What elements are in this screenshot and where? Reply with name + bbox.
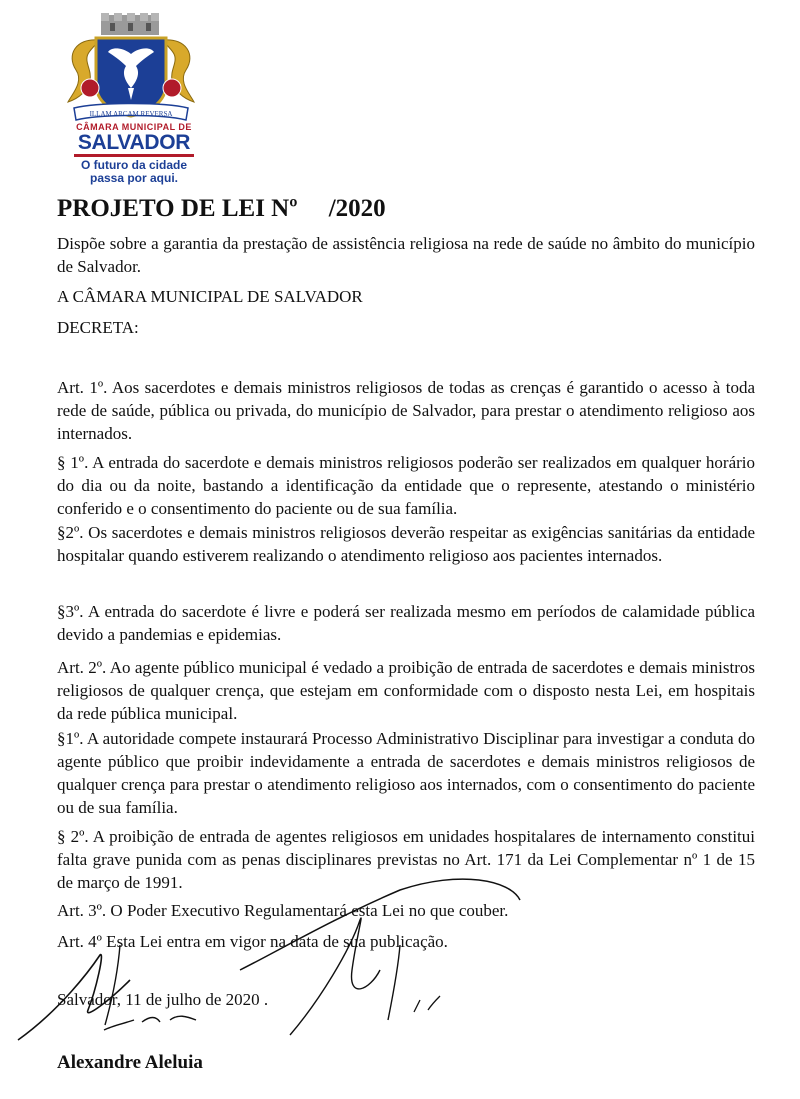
article-1-paragraph-2: §2º. Os sacerdotes e demais ministros religiosos deverão respeitar as exigências sanitárias da entidade hospitalar quando estiverem realizando o atendimento religioso aos pacientes internados. [57, 523, 755, 565]
logo-divider [74, 154, 194, 157]
logo-caption [64, 122, 204, 185]
article-3: Art. 3º. O Poder Executivo Regulamentará esta Lei no que couber. [57, 901, 509, 920]
bill-summary: Dispõe sobre a garantia da prestação de assistência religiosa na rede de saúde no âmbito do município de Salvador. [57, 234, 755, 276]
article-1-paragraph-1: § 1º. A entrada do sacerdote e demais ministros religiosos poderão ser realizados em qualquer horário do dia ou da noite, bastando a identificação da entidade que o represente, atestando o ministério conferido e o consentimento do paciente ou de sua família. [57, 453, 755, 518]
article-2: Art. 2º. Ao agente público municipal é vedado a proibição de entrada de sacerdotes e demais ministros religiosos de qualquer crença, que estejam em conformidade com o disposto nesta Lei, em hospitais da rede pública municipal. [57, 658, 755, 723]
decree-heading: DECRETA: [57, 318, 139, 337]
article-1: Art. 1º. Aos sacerdotes e demais ministros religiosos de todas as crenças é garantido o acesso à toda rede de saúde, pública ou privada, do município de Salvador, para prestar o atendimento religioso aos internados. [57, 378, 755, 443]
logo-slogan-line-1: O futuro da cidade [80, 158, 187, 172]
logo-slogan-line-2: passa por aqui. [89, 171, 179, 185]
article-2-paragraph-2: § 2º. A proibição de entrada de agentes religiosos em unidades hospitalares de internamento constitui falta grave punida com as penas disciplinares previstas no Art. 171 da Lei Complementar nº 1 de 15 de março de 1991. [57, 827, 755, 892]
logo-city-text: SALVADOR [77, 131, 191, 154]
article-4: Art. 4º Esta Lei entra em vigor na data de sua publicação. [57, 932, 448, 951]
crown-icon [101, 13, 159, 35]
logo-motto: ILLAM ARCAM REVERSA [89, 110, 173, 118]
place-and-date: Salvador, 11 de julho de 2020 . [57, 990, 269, 1009]
logo-chamber-text: CÂMARA MUNICIPAL DE [76, 122, 192, 132]
bill-title: PROJETO DE LEI Nº /2020 [57, 195, 386, 222]
article-2-paragraph-1: §1º. A autoridade compete instaurará Processo Administrativo Disciplinar para investigar a conduta do agente público que proibir indevidamente a entrada de sacerdotes e demais ministros religiosos de qualquer crença para prestar o atendimento religioso aos internados, com o consentimento do paciente ou de sua família. [57, 729, 755, 817]
right-seal-icon [163, 79, 181, 97]
enacting-body: A CÂMARA MUNICIPAL DE SALVADOR [57, 287, 363, 306]
left-seal-icon [81, 79, 99, 97]
author-name: Alexandre Aleluia [57, 1052, 203, 1073]
article-1-paragraph-3: §3º. A entrada do sacerdote é livre e poderá ser realizada mesmo em períodos de calamidade pública devido a pandemias e epidemias. [57, 602, 755, 644]
